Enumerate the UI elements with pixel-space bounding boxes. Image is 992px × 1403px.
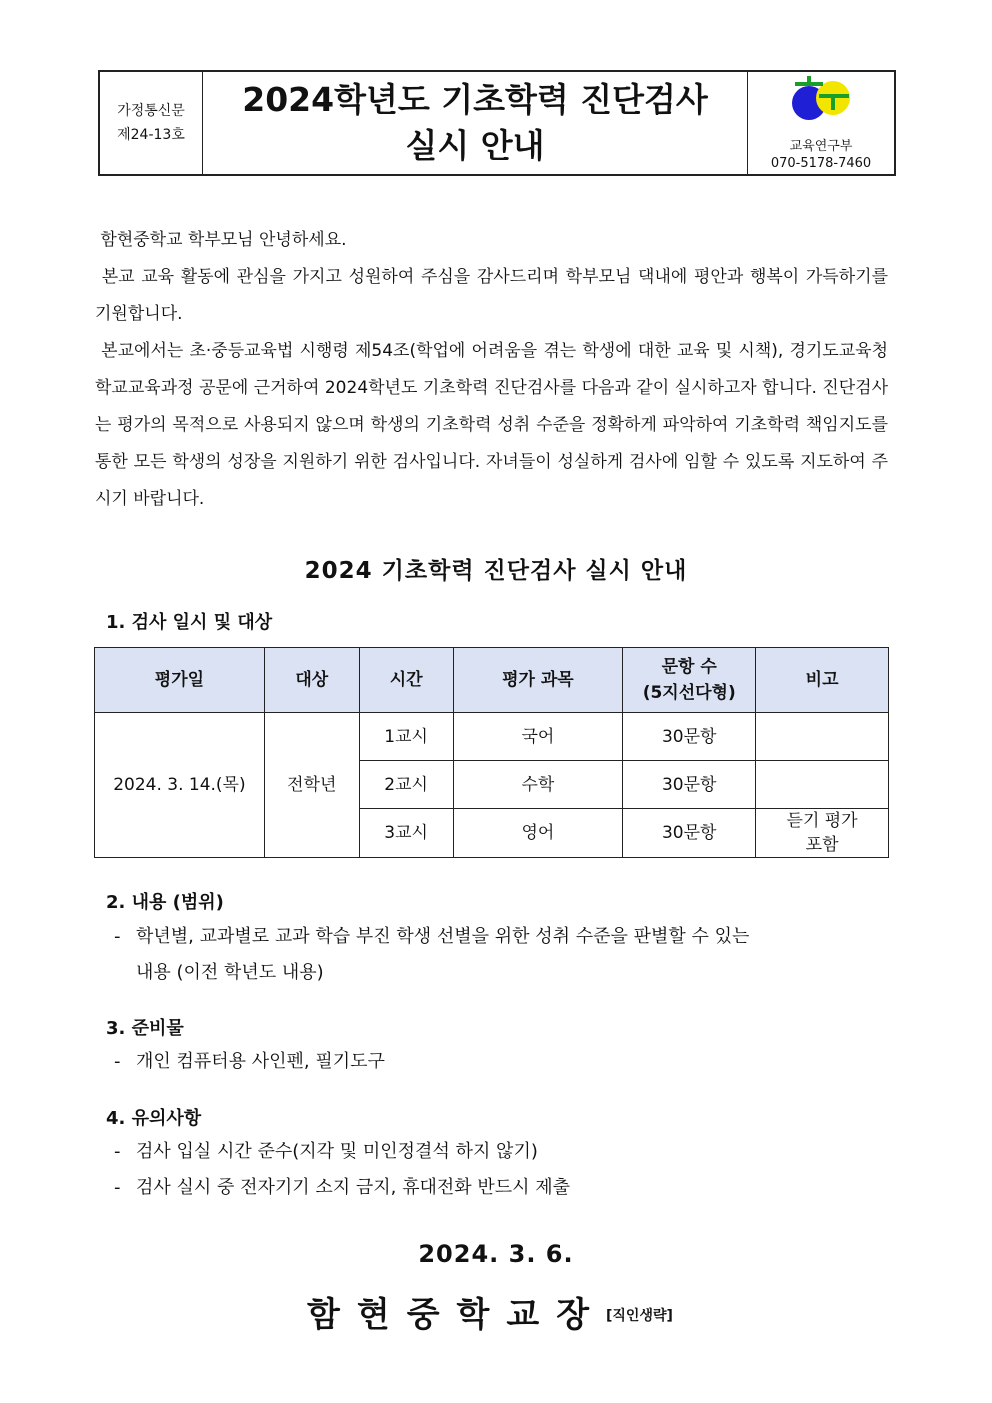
column-header: 문항 수 (5지선다형) — [623, 648, 756, 713]
issue-date: 2024. 3. 6. — [418, 1240, 574, 1268]
section-1-heading: 1. 검사 일시 및 대상 — [106, 612, 273, 633]
section-title: 2024 기초학력 진단검사 실시 안내 — [304, 558, 688, 584]
list-item: - 검사 실시 중 전자기기 소지 금지, 휴대전화 반드시 제출 — [114, 1177, 571, 1198]
principal-name: 함현중학교장 — [307, 1295, 607, 1335]
table-row — [95, 713, 889, 761]
scope-text-line-1: 학년별, 교과별로 교과 학습 부진 학생 선별을 위한 성취 수준을 판별할 수 있는 — [136, 926, 750, 947]
column-header: 평가 과목 — [453, 648, 623, 713]
newsletter-label-box — [100, 72, 203, 174]
school-logo-icon — [789, 76, 853, 128]
subject-cell: 국어 — [453, 713, 623, 761]
note-cell — [756, 713, 889, 761]
department-name: 교육연구부 — [789, 139, 853, 154]
section-2-heading: 2. 내용 (범위) — [106, 892, 224, 913]
title-line-1: 2024학년도 기초학력 진단검사 — [242, 80, 708, 119]
column-header: 시간 — [359, 648, 453, 713]
note-cell — [756, 761, 889, 809]
section-4-body — [114, 1134, 570, 1206]
period-cell: 2교시 — [359, 761, 453, 809]
subject-cell: 수학 — [453, 761, 623, 809]
period-cell: 3교시 — [359, 809, 453, 858]
table-header-row — [95, 648, 889, 713]
section-4-heading: 4. 유의사항 — [106, 1108, 202, 1129]
column-header: 대상 — [264, 648, 359, 713]
newsletter-header — [98, 70, 896, 176]
period-cell: 1교시 — [359, 713, 453, 761]
newsletter-label: 가정통신문 — [117, 103, 185, 119]
intro-paragraph-2: 본교에서는 초·중등교육법 시행령 제54조(학업에 어려움을 겪는 학생에 대한 교육 및 시책), 경기도교육청 학교교육과정 공문에 근거하여 2024학년도 기초학력 진단검사를 다음과 같이 실시하고자 합니다. 진단검사는 평가의 목적으로 사용되지 않으며 학생의 기초학력 성취 수준을 정확하게 파악하여 기초학력 책임지도를 통한 모든 학생의 성장을 지원하기 위한 검사입니다. 자녀들이 성실하게 검사에 임할 수 있도록 지도하여 주시기 바랍니다. — [95, 341, 888, 509]
intro-paragraph-1: 본교 교육 활동에 관심을 가지고 성원하여 주심을 감사드리며 학부모님 댁내에 평안과 행복이 가득하기를 기원합니다. — [95, 267, 888, 324]
list-item: - 검사 입실 시간 준수(지각 및 미인정결석 하지 않기) — [114, 1141, 538, 1162]
section-2-body: - 학년별, 교과별로 교과 학습 부진 학생 선별을 위한 성취 수준을 판별할 수 있는 내용 (이전 학년도 내용) — [114, 919, 896, 991]
count-cell: 30문항 — [623, 713, 756, 761]
count-cell: 30문항 — [623, 761, 756, 809]
column-header: 평가일 — [95, 648, 265, 713]
exam-date-cell: 2024. 3. 14.(목) — [95, 713, 265, 858]
supplies-item: 개인 컴퓨터용 사인펜, 필기도구 — [136, 1051, 385, 1072]
target-cell: 전학년 — [264, 713, 359, 858]
schedule-table — [94, 647, 889, 858]
subject-cell: 영어 — [453, 809, 623, 858]
column-header: 비고 — [756, 648, 889, 713]
department-phone: 070-5178-7460 — [770, 156, 872, 171]
section-3-body: - 개인 컴퓨터용 사인펜, 필기도구 — [114, 1051, 385, 1072]
newsletter-number: 제24-13호 — [117, 127, 185, 143]
seal-omitted-note: [직인생략] — [606, 1308, 673, 1324]
department-box — [747, 72, 894, 174]
section-3-heading: 3. 준비물 — [106, 1018, 184, 1039]
scope-text-line-2: 내용 (이전 학년도 내용) — [136, 962, 324, 983]
intro-greeting: 함현중학교 학부모님 안녕하세요. — [100, 230, 347, 250]
title-line-2: 실시 안내 — [405, 126, 545, 165]
document-title — [203, 72, 747, 174]
count-cell: 30문항 — [623, 809, 756, 858]
intro-letter — [95, 222, 888, 518]
note-cell: 듣기 평가 포함 — [756, 809, 889, 858]
